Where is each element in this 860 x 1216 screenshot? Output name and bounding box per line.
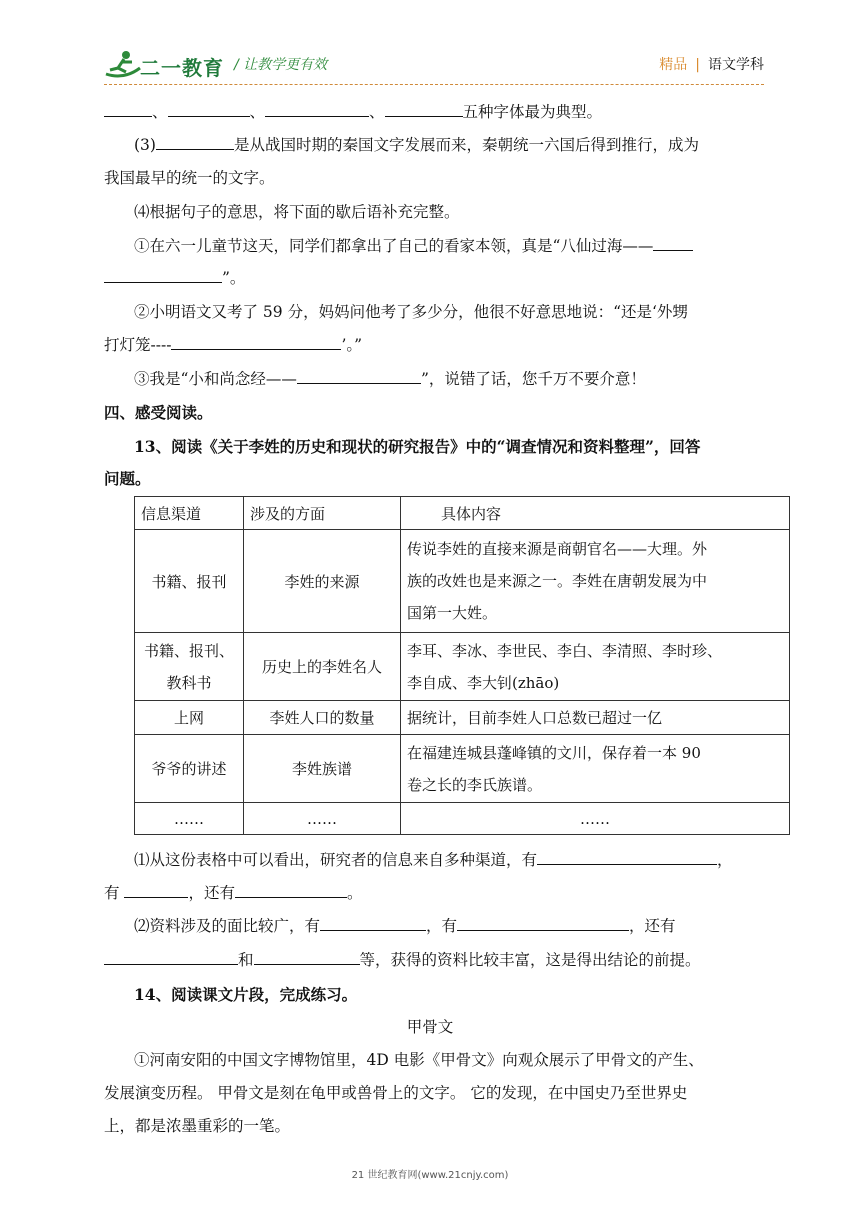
q13-prompt-cont: 问题。 (104, 469, 151, 488)
page-footer: 21 世纪教育网(www.21cnjy.com) (351, 1170, 509, 1181)
passage-line: ①河南安阳的中国文字博物馆里，4D 电影《甲骨文》向观众展示了甲骨文的产生、 (134, 1051, 704, 1069)
table-cell: 历史上的李姓名人 (244, 633, 401, 701)
idiom-2-cont: 打灯笼---- ’。” (104, 333, 362, 355)
quality-label: 精品 (659, 57, 688, 73)
q3-line: (3) 是从战国时期的秦国文字发展而来，秦朝统一六国后得到推行，成为 (134, 133, 699, 155)
table-cell: 李姓人口的数量 (244, 701, 401, 735)
table-row (135, 530, 790, 633)
page-header (104, 48, 764, 82)
sub-q2: ⑵资料涉及的面比较广，有 ，有 ，还有 (134, 914, 676, 936)
table-cell: 上网 (135, 701, 244, 735)
table-cell: 书籍、报刊 (135, 530, 244, 633)
q13-prompt: 13、阅读《关于李姓的历史和现状的研究报告》中的“调查情况和资料整理”，回答 (134, 437, 701, 456)
table-header-row (135, 497, 790, 530)
idiom-1-cont: ”。 (104, 266, 245, 288)
slogan: / 让教学更有效 (234, 57, 328, 73)
passage-line: 发展演变历程。 甲骨文是刻在龟甲或兽骨上的文字。 它的发现，在中国史乃至世界史 (104, 1084, 688, 1102)
passage-line: 上，都是浓墨重彩的一笔。 (104, 1117, 291, 1135)
table-cell: 李姓的来源 (244, 530, 401, 633)
q3-cont: 我国最早的统一的文字。 (104, 169, 275, 187)
table-row (135, 701, 790, 735)
table-row (135, 803, 790, 835)
table-cell: …… (135, 803, 244, 835)
table-header: 涉及的方面 (244, 497, 401, 530)
subject-tag (659, 54, 764, 74)
table-cell: 在福建连城县蓬峰镇的文川，保存着一本 90 卷之长的李氏族谱。 (401, 735, 790, 803)
table-row (135, 735, 790, 803)
sub-q1: ⑴从这份表格中可以看出，研究者的信息来自多种渠道，有 ， (134, 848, 733, 870)
table-row (135, 633, 790, 701)
q4-instruction: ⑷根据句子的意思，将下面的歇后语补充完整。 (134, 203, 460, 221)
brand-name: 二一教育 (140, 56, 224, 80)
divider: | (695, 57, 700, 73)
section-4-title: 四、感受阅读。 (104, 403, 213, 422)
table-cell: …… (244, 803, 401, 835)
passage-title: 甲骨文 (406, 1018, 454, 1036)
table-cell: 据统计，目前李姓人口总数已超过一亿 (401, 701, 790, 735)
sub-q1-cont: 有 ，还有 。 (104, 881, 362, 903)
table-cell: …… (401, 803, 790, 835)
idiom-1: ①在六一儿童节这天，同学们都拿出了自己的看家本领，真是“八仙过海—— (134, 234, 693, 256)
q14-prompt: 14、阅读课文片段，完成练习。 (134, 985, 358, 1004)
idiom-2: ②小明语文又考了 59 分，妈妈问他考了多少分，他很不好意思地说：“还是‘外甥 (134, 303, 688, 321)
table-cell: 爷爷的讲述 (135, 735, 244, 803)
table-cell: 传说李姓的直接来源是商朝官名——大理。外 族的改姓也是来源之一。李姓在唐朝发展为中 国第一大姓。 (401, 530, 790, 633)
subject-label: 语文学科 (708, 57, 764, 73)
table-cell: 书籍、报刊、 教科书 (135, 633, 244, 701)
table-cell: 李耳、李冰、李世民、李白、李清照、李时珍、 李自成、李大钊(zhāo) (401, 633, 790, 701)
table-header: 信息渠道 (135, 497, 244, 530)
research-table (134, 496, 790, 835)
table-cell: 李姓族谱 (244, 735, 401, 803)
table-header: 具体内容 (401, 497, 790, 530)
sub-q2-cont: 和 等，获得的资料比较丰富，这是得出结论的前提。 (104, 948, 701, 970)
fonts-blank-line: 、 、 、 五种字体最为典型。 (104, 100, 602, 122)
idiom-3: ③我是“小和尚念经—— ”，说错了话，您千万不要介意！ (134, 367, 646, 389)
header-rule (104, 84, 764, 85)
